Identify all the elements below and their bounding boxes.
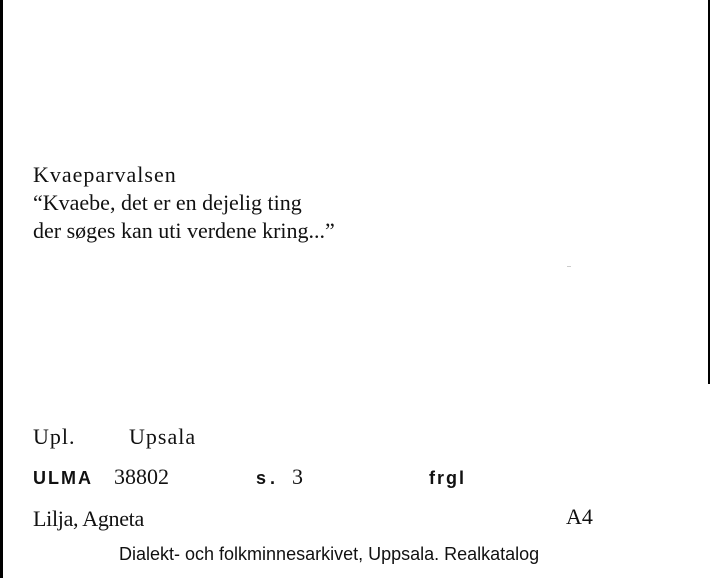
archive-footer: Dialekt- och folkminnesarkivet, Uppsala. Realkatalog — [119, 544, 540, 564]
song-title: Kvaeparvalsen — [33, 162, 177, 187]
lyrics-line-1: “Kvaebe, det er en dejelig ting — [33, 190, 302, 215]
scan-speck — [567, 266, 571, 267]
card-left-border — [0, 0, 3, 578]
informant-name: Lilja, Agneta — [33, 506, 144, 531]
genre-tag: frgl — [429, 468, 466, 488]
place-label: Upsala — [129, 424, 197, 449]
province-label: Upl. — [33, 424, 76, 449]
archive-code: ULMA — [33, 468, 93, 488]
format-code: A4 — [566, 504, 593, 529]
lyrics-line-2: der søges kan uti verdene kring...” — [33, 218, 335, 243]
page-label: s. — [256, 468, 280, 488]
archive-number: 38802 — [114, 464, 169, 489]
page-number: 3 — [292, 464, 303, 489]
